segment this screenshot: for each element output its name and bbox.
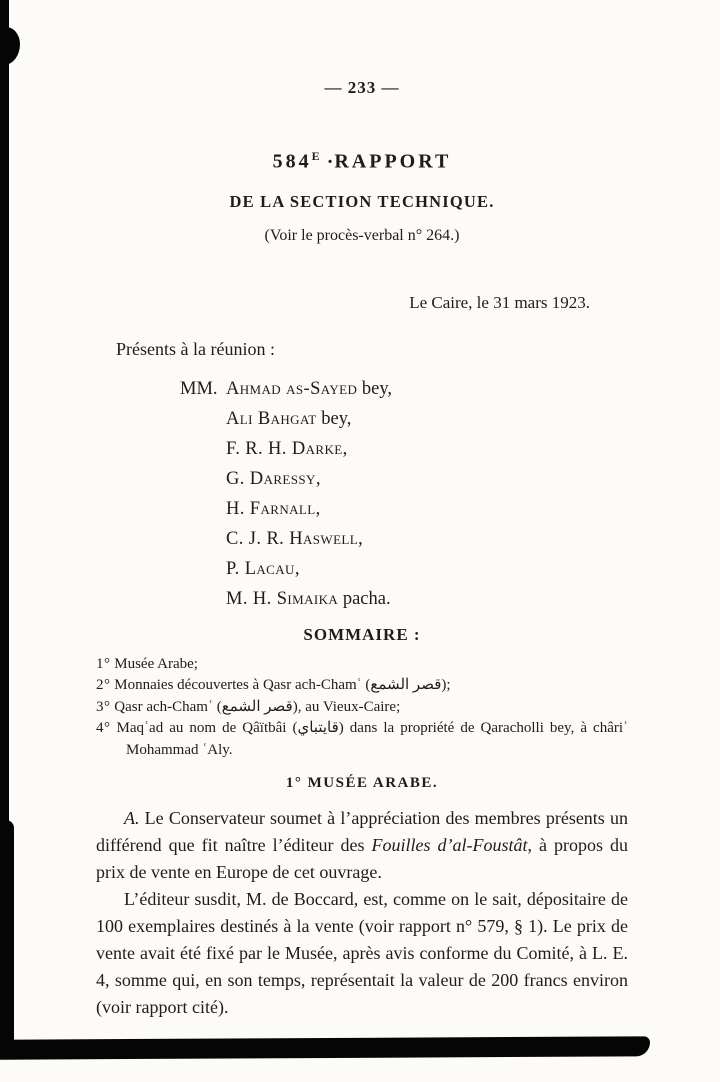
- attendee-suffix: ,: [358, 528, 363, 549]
- sommaire-item-number: 2°: [96, 677, 111, 694]
- report-title: [96, 144, 628, 174]
- attendee-row: [180, 494, 628, 524]
- attendee-row: [180, 374, 628, 404]
- attendee-list-prefix: MM.: [180, 378, 218, 399]
- sommaire-item: [96, 675, 628, 697]
- attendee-suffix: ,: [315, 498, 321, 519]
- sommaire-list: [96, 654, 628, 762]
- sommaire-item: [96, 654, 628, 676]
- page-number: — 233 —: [324, 78, 400, 97]
- paragraph-lead-letter: A.: [124, 808, 140, 829]
- attendee-suffix: ,: [294, 558, 300, 579]
- attendee-name: F. R. H. Darke: [226, 438, 343, 459]
- scan-artifact-bottom-edge: [0, 1036, 650, 1059]
- attendee-suffix: bey,: [357, 378, 393, 399]
- dateline: Le Caire, le 31 mars 1923.: [409, 292, 590, 312]
- attendee-row: [180, 404, 628, 434]
- sommaire-item-text: Qasr ach-Chamʿ (قصر الشمع), au Vieux-Caire;: [114, 698, 401, 715]
- paragraph-text: Le Conservateur soumet à l’appréciation des membres présents un différend que fit naître l’éditeur des: [96, 808, 628, 856]
- reference-note: (Voir le procès-verbal n° 264.): [264, 226, 460, 244]
- book-title-italic: Fouilles d’al-Foustât: [371, 835, 528, 856]
- sommaire-item-text: Musée Arabe;: [114, 655, 198, 672]
- attendee-suffix: pacha.: [338, 588, 391, 609]
- attendee-name: Ali Bahgat: [226, 408, 317, 429]
- attendee-suffix: ,: [315, 468, 321, 489]
- attendee-name: C. J. R. Haswell: [226, 528, 359, 549]
- sommaire-item-number: 4°: [96, 720, 111, 737]
- attendee-row: [180, 584, 628, 614]
- attendee-name: Ahmad as-Sayed: [226, 378, 358, 399]
- sommaire-item-number: 3°: [96, 698, 111, 715]
- sommaire-title: SOMMAIRE :: [303, 624, 421, 644]
- report-subtitle: DE LA SECTION TECHNIQUE.: [229, 191, 495, 211]
- attendee-name: M. H. Simaika: [226, 588, 339, 609]
- attendee-row: [180, 434, 628, 464]
- attendee-row: [180, 524, 628, 554]
- attendee-name: P. Lacau: [226, 558, 295, 579]
- report-title-ordinal: E: [311, 149, 321, 163]
- report-title-text: RAPPORT: [334, 150, 452, 173]
- attendee-suffix: ,: [342, 438, 348, 459]
- sommaire-item-text: Maqʿad au nom de Qâïtbâi (قايتباي) dans la propriété de Qaracholli bey, à châriʿ Mohammad ʿAly.: [116, 720, 629, 758]
- paragraph-text: , à propos du prix de vente en Europe de cet ouvrage.: [96, 835, 629, 883]
- attendee-row: [180, 554, 628, 584]
- sommaire-item: [96, 718, 628, 761]
- attendee-suffix: bey,: [316, 408, 352, 429]
- sommaire-item: [96, 697, 628, 719]
- attendance-intro: Présents à la réunion :: [116, 338, 275, 359]
- sommaire-item-number: 1°: [96, 655, 111, 672]
- report-title-number: 584: [272, 150, 312, 173]
- section-heading: 1° MUSÉE ARABE.: [285, 775, 439, 792]
- sommaire-item-text: Monnaies découvertes à Qasr ach-Chamʿ (قصر الشمع);: [114, 677, 451, 694]
- attendee-name: H. Farnall: [226, 498, 316, 519]
- paragraph: L’éditeur susdit, M. de Boccard, est, comme on le sait, dépositaire de 100 exemplaires destinés à la vente (voir rapport n° 579, § 1). Le prix de vente avait été fixé par le Musée, après avis conforme du Comité, à L. E. 4, somme qui, en son temps, représentait la valeur de 200 francs environ (voir rapport cité).: [96, 889, 628, 1018]
- attendee-name: G. Daressy: [226, 468, 316, 489]
- attendee-list: [180, 374, 628, 614]
- attendee-row: [180, 464, 628, 494]
- title-separator-dot: ·: [326, 150, 334, 173]
- paragraph: [96, 805, 628, 886]
